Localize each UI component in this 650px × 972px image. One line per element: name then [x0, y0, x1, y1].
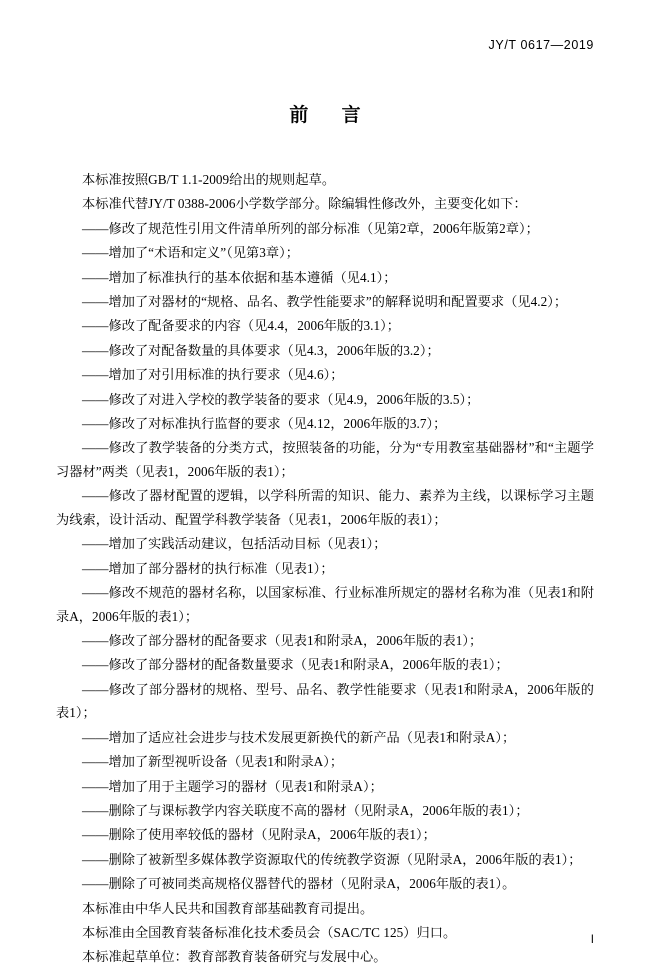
paragraph: 本标准由中华人民共和国教育部基础教育司提出。 — [82, 900, 374, 916]
paragraph: ——增加了标准执行的基本依据和基本遵循（见4.1）； — [82, 269, 397, 285]
paragraph: ——增加了适应社会进步与技术发展更新换代的新产品（见表1和附录A）； — [82, 729, 516, 745]
paragraph: ——修改了规范性引用文件清单所列的部分标准（见第2章，2006年版第2章）； — [82, 220, 539, 236]
paragraph: ——增加了对器材的“规格、品名、教学性能要求”的解释说明和配置要求（见4.2）； — [82, 293, 568, 309]
paragraph: ——修改了部分器材的配备要求（见表1和附录A，2006年版的表1）； — [82, 633, 483, 649]
paragraph: ——增加了实践活动建议，包括活动目标（见表1）； — [82, 536, 387, 552]
paragraph: ——增加了部分器材的执行标准（见表1）； — [82, 560, 334, 576]
paragraph: ——修改了部分器材的配备数量要求（见表1和附录A，2006年版的表1）； — [82, 657, 509, 673]
page-title: 前 言 — [289, 105, 375, 126]
paragraph: 本标准由全国教育装备标准化技术委员会（SAC/TC 125）归口。 — [82, 924, 457, 940]
paragraph: ——增加了用于主题学习的器材（见表1和附录A）； — [82, 778, 383, 794]
paragraph: ——修改了对标准执行监督的要求（见4.12，2006年版的3.7）； — [82, 415, 447, 431]
paragraph: 本标准代替JY/T 0388-2006小学数学部分。除编辑性修改外，主要变化如下： — [82, 196, 527, 212]
page-number: I — [590, 934, 594, 946]
paragraph: ——修改了对进入学校的教学装备的要求（见4.9，2006年版的3.5）； — [82, 391, 480, 407]
paragraph: ——修改了对配备数量的具体要求（见4.3，2006年版的3.2）； — [82, 342, 440, 358]
paragraph: ——删除了与课标教学内容关联度不高的器材（见附录A，2006年版的表1）； — [82, 802, 529, 818]
page-header-standard-code: JY/T 0617—2019 — [488, 38, 594, 52]
paragraph: ——修改了教学装备的分类方式，按照装备的功能，分为“专用教室基础器材”和“主题学习器材”两类（见表1，2006年版的表1）； — [56, 440, 594, 479]
paragraph: 本标准起草单位：教育部教育装备研究与发展中心。 — [82, 949, 387, 965]
paragraph: ——修改了配备要求的内容（见4.4，2006年版的3.1）； — [82, 318, 400, 334]
paragraph: ——删除了使用率较低的器材（见附录A，2006年版的表1）； — [82, 827, 436, 843]
paragraph: ——修改了器材配置的逻辑，以学科所需的知识、能力、素养为主线，以课标学习主题为线索，设计活动、配置学科教学装备（见表1，2006年版的表1）； — [56, 488, 594, 527]
paragraph: ——删除了可被同类高规格仪器替代的器材（见附录A，2006年版的表1）。 — [82, 876, 516, 892]
paragraph: ——修改不规范的器材名称，以国家标准、行业标准所规定的器材名称为准（见表1和附录A，2006年版的表1）； — [56, 585, 594, 624]
paragraph: ——增加了“术语和定义”（见第3章）； — [82, 245, 300, 261]
paragraph: ——删除了被新型多媒体教学资源取代的传统教学资源（见附录A，2006年版的表1）； — [82, 851, 582, 867]
foreword-body — [56, 168, 594, 970]
paragraph: 本标准按照GB/T 1.1-2009给出的规则起草。 — [82, 172, 336, 187]
paragraph: ——修改了部分器材的规格、型号、品名、教学性能要求（见表1和附录A，2006年版的表1）； — [56, 681, 594, 721]
paragraph: ——增加了对引用标准的执行要求（见4.6）； — [82, 367, 344, 383]
paragraph: ——增加了新型视听设备（见表1和附录A）； — [82, 754, 344, 770]
